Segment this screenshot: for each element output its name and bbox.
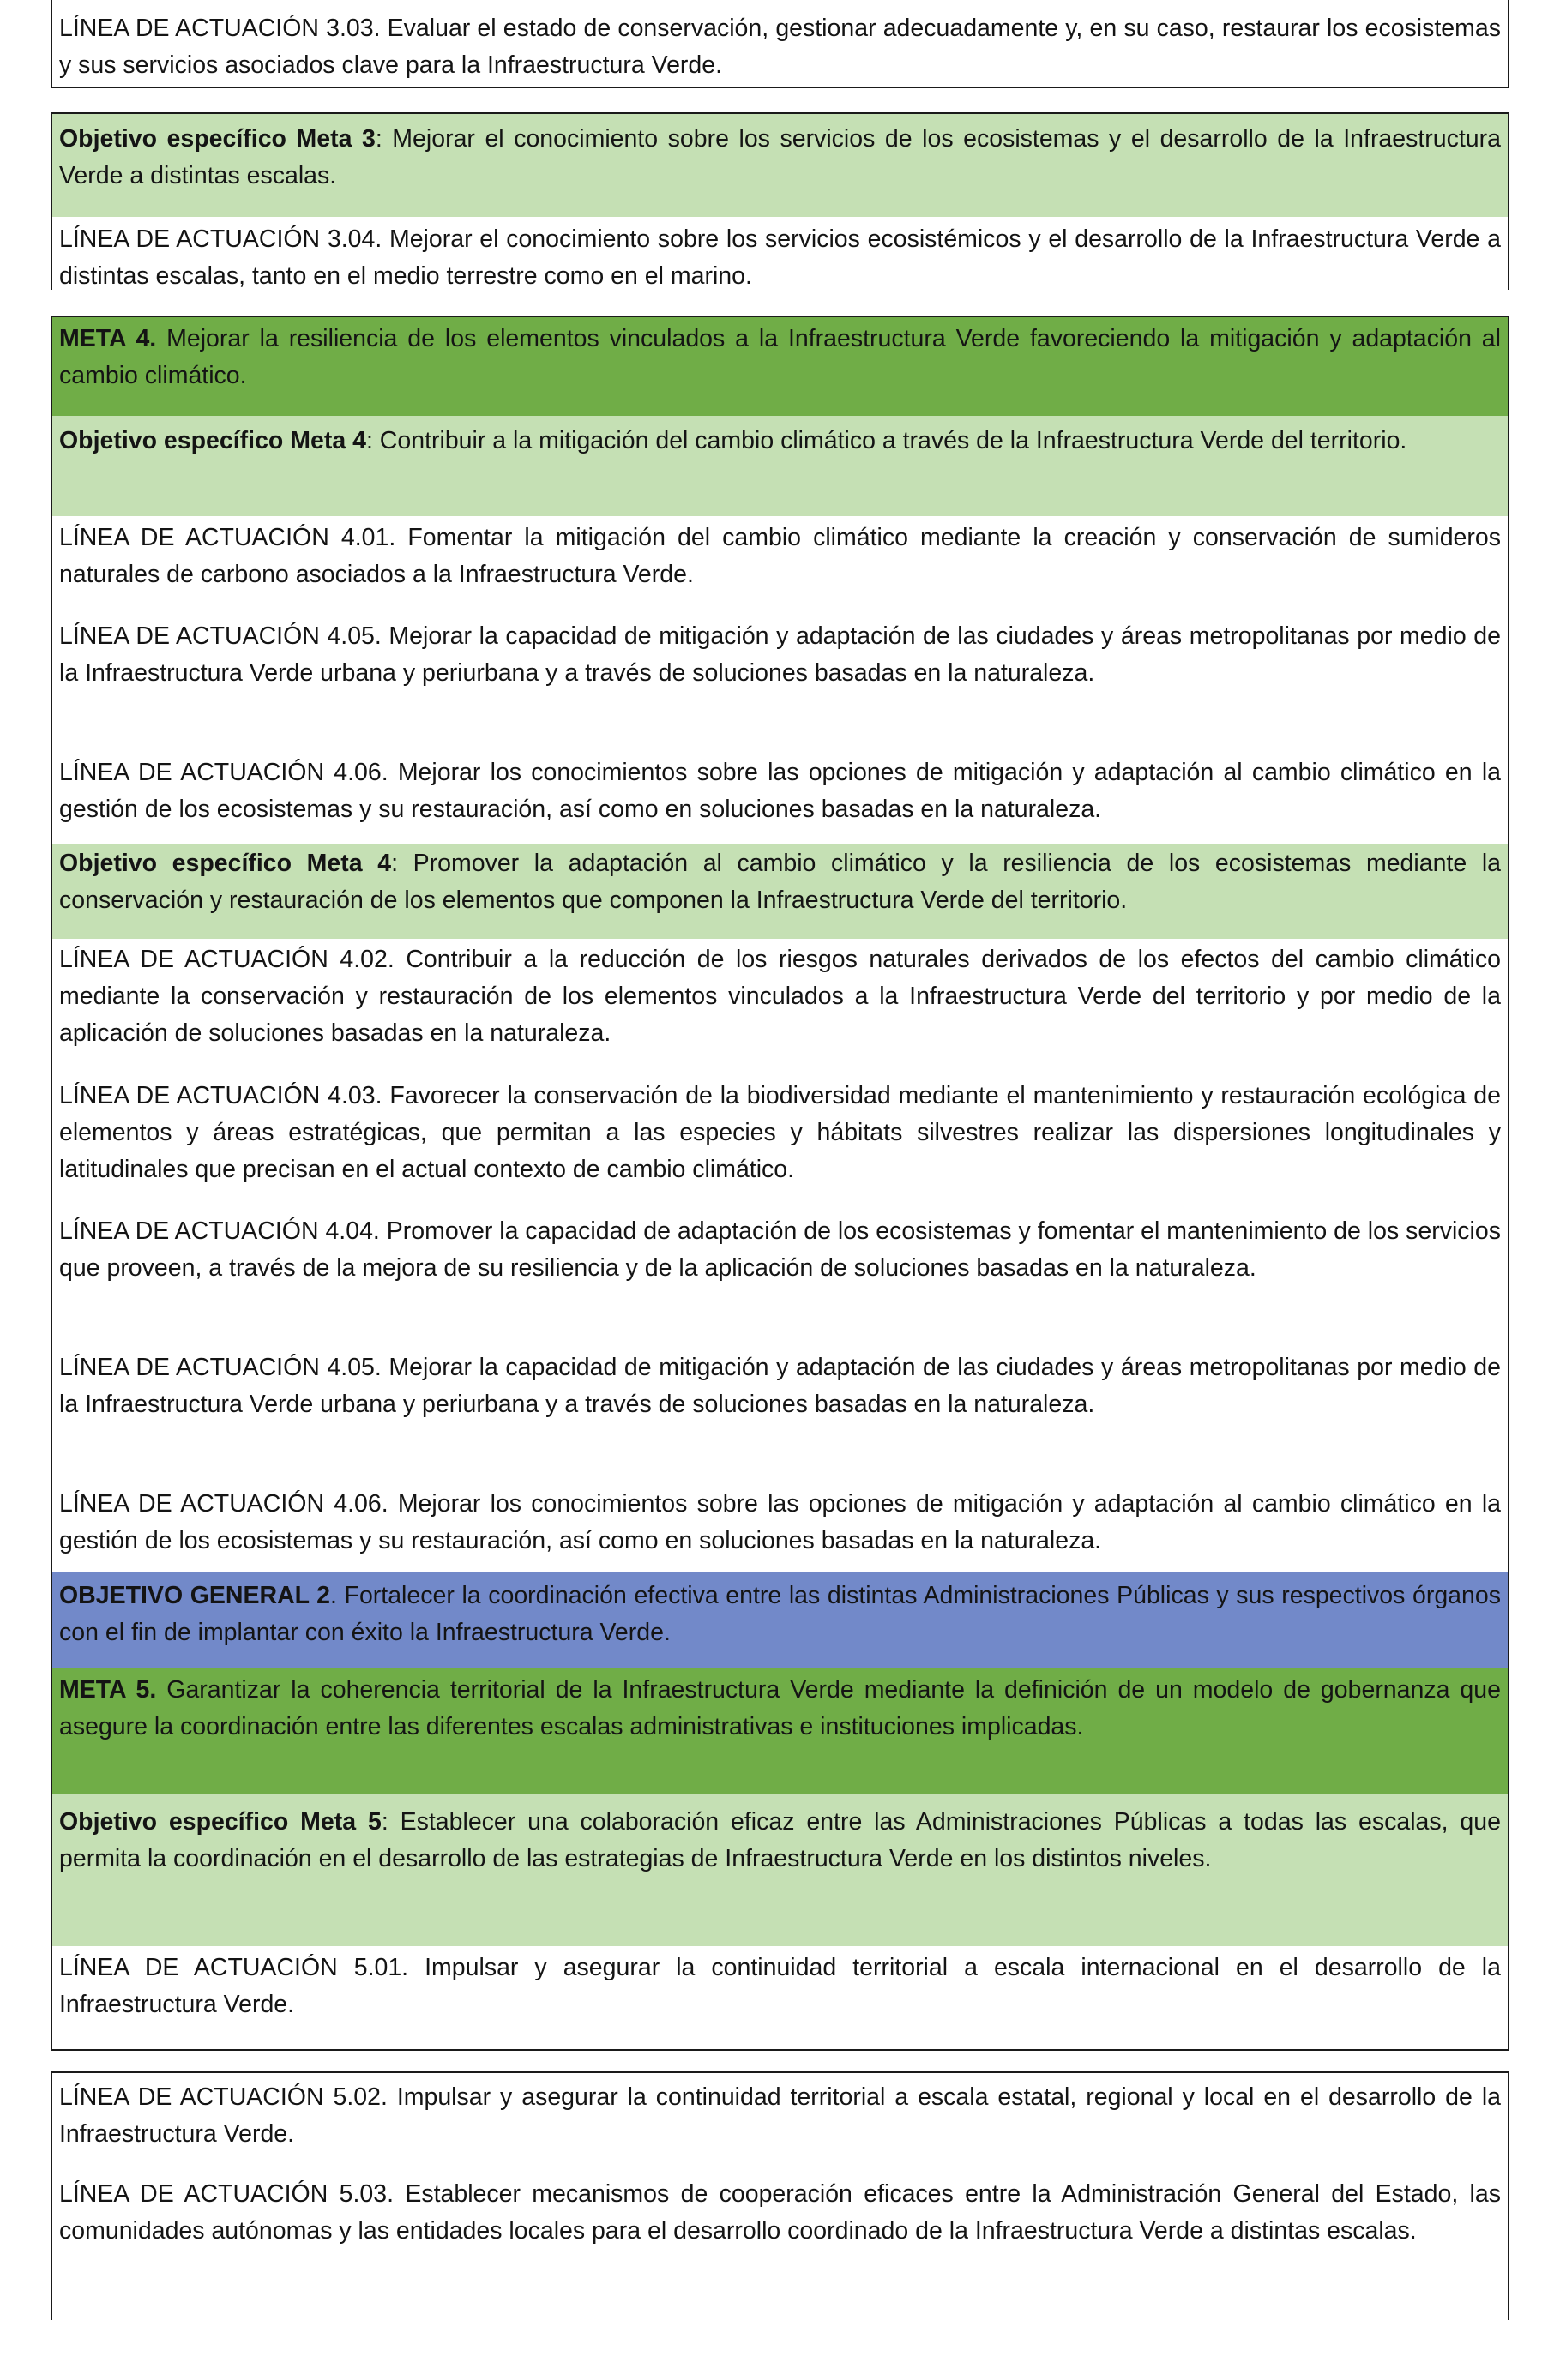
action-line-text: Evaluar el estado de conservación, gestionar adecuadamente y, en su caso, restaurar los ecosistemas y sus servicios asociados clave para la Infraestructura Verde. — [59, 15, 1501, 79]
action-line-text: Establecer mecanismos de cooperación eficaces entre la Administración General del Estado, las comunidades autónomas y las entidades locales para el desarrollo coordinado de la Infraestructura Verde a distintas escalas. — [59, 2180, 1501, 2245]
action-line-5-01 — [52, 1950, 1508, 2023]
objective-label: Objetivo específico Meta 3 — [59, 125, 376, 153]
specific-objective-meta-4-mitigation — [52, 416, 1508, 516]
goal-meta-4 — [52, 317, 1508, 416]
action-line-label: LÍNEA DE ACTUACIÓN 4.01. — [59, 524, 396, 551]
action-line-5-02 — [52, 2079, 1508, 2153]
action-line-4-06-repeat — [52, 1486, 1508, 1560]
action-line-4-06 — [52, 754, 1508, 828]
specific-objective-meta-4-adaptation — [52, 844, 1508, 939]
action-line-text: Fomentar la mitigación del cambio climático mediante la creación y conservación de sumideros naturales de carbono asociados a la Infraestructura Verde. — [59, 524, 1501, 588]
action-line-text: Mejorar los conocimientos sobre las opciones de mitigación y adaptación al cambio climático en la gestión de los ecosistemas y su restauración, así como en soluciones basadas en la naturaleza. — [59, 759, 1501, 823]
table-segment-meta-4-5 — [51, 316, 1509, 2051]
table-segment-5-02-5-03 — [51, 2071, 1509, 2320]
action-line-text: Mejorar los conocimientos sobre las opciones de mitigación y adaptación al cambio climático en la gestión de los ecosistemas y su restauración, así como en soluciones basadas en la naturaleza. — [59, 1490, 1501, 1554]
action-line-5-03 — [52, 2176, 1508, 2250]
action-line-label: LÍNEA DE ACTUACIÓN 3.04. — [59, 225, 382, 253]
action-line-label: LÍNEA DE ACTUACIÓN 4.05. — [59, 622, 382, 650]
objective-text: : Contribuir a la mitigación del cambio climático a través de la Infraestructura Verde del territorio. — [365, 427, 1407, 454]
action-line-label: LÍNEA DE ACTUACIÓN 5.01. — [59, 1954, 409, 1981]
action-line-3-03 — [52, 10, 1508, 84]
objective-label: Objetivo específico Meta 5 — [59, 1808, 382, 1836]
action-line-4-04 — [52, 1213, 1508, 1287]
action-line-text: Impulsar y asegurar la continuidad territorial a escala internacional en el desarrollo de la Infraestructura Verde. — [59, 1954, 1501, 2018]
action-line-label: LÍNEA DE ACTUACIÓN 4.04. — [59, 1217, 380, 1245]
action-line-4-03 — [52, 1078, 1508, 1188]
action-line-text: Promover la capacidad de adaptación de los ecosistemas y fomentar el mantenimiento de los servicios que proveen, a través de la mejora de su resiliencia y de la aplicación de soluciones basadas en la naturaleza. — [59, 1217, 1501, 1282]
action-line-4-01 — [52, 520, 1508, 593]
goal-label: META 5. — [59, 1676, 157, 1704]
action-line-4-02 — [52, 941, 1508, 1052]
objective-text: : Promover la adaptación al cambio climático y la resiliencia de los ecosistemas mediante la conservación y restauración de los elementos que componen la Infraestructura Verde del territorio. — [59, 850, 1502, 914]
action-line-label: LÍNEA DE ACTUACIÓN 5.03. — [59, 2180, 395, 2208]
objective-label: Objetivo específico Meta 4 — [59, 850, 392, 877]
action-line-label: LÍNEA DE ACTUACIÓN 4.06. — [59, 1490, 388, 1518]
action-line-label: LÍNEA DE ACTUACIÓN 4.06. — [59, 759, 388, 786]
table-segment-3-03 — [51, 0, 1509, 88]
general-objective-2 — [52, 1572, 1508, 1668]
objective-text: : Mejorar el conocimiento sobre los servicios de los ecosistemas y el desarrollo de la Infraestructura Verde a distintas escalas. — [59, 125, 1501, 189]
action-line-label: LÍNEA DE ACTUACIÓN 5.02. — [59, 2083, 388, 2111]
objective-label: Objetivo específico Meta 4 — [59, 427, 366, 454]
goal-text: Garantizar la coherencia territorial de la Infraestructura Verde mediante la definición de un modelo de gobernanza que asegure la coordinación entre las diferentes escalas administrativas e instituciones implicadas. — [59, 1676, 1501, 1740]
action-line-label: LÍNEA DE ACTUACIÓN 4.05. — [59, 1354, 382, 1381]
specific-objective-meta-3 — [52, 114, 1508, 217]
action-line-4-05-repeat — [52, 1349, 1508, 1423]
table-segment-meta-3 — [51, 112, 1509, 290]
general-objective-text: . Fortalecer la coordinación efectiva entre las distintas Administraciones Públicas y sus respectivos órganos con el fin de implantar con éxito la Infraestructura Verde. — [59, 1582, 1501, 1646]
action-line-3-04 — [52, 221, 1508, 295]
action-line-label: LÍNEA DE ACTUACIÓN 4.03. — [59, 1082, 382, 1109]
general-objective-label: OBJETIVO GENERAL 2 — [59, 1582, 331, 1609]
action-line-text: Mejorar la capacidad de mitigación y adaptación de las ciudades y áreas metropolitanas por medio de la Infraestructura Verde urbana y periurbana y a través de soluciones basadas en la naturaleza. — [59, 622, 1501, 687]
goal-meta-5 — [52, 1668, 1508, 1794]
goal-label: META 4. — [59, 325, 157, 352]
action-line-label: LÍNEA DE ACTUACIÓN 4.02. — [59, 946, 395, 973]
action-line-text: Mejorar el conocimiento sobre los servicios ecosistémicos y el desarrollo de la Infraestructura Verde a distintas escalas, tanto en el medio terrestre como en el marino. — [59, 225, 1501, 290]
goal-text: Mejorar la resiliencia de los elementos vinculados a la Infraestructura Verde favoreciendo la mitigación y adaptación al cambio climático. — [59, 325, 1501, 389]
action-line-text: Mejorar la capacidad de mitigación y adaptación de las ciudades y áreas metropolitanas por medio de la Infraestructura Verde urbana y periurbana y a través de soluciones basadas en la naturaleza. — [59, 1354, 1501, 1418]
objective-text: : Establecer una colaboración eficaz entre las Administraciones Públicas a todas las escalas, que permita la coordinación en el desarrollo de las estrategias de Infraestructura Verde en los distintos niveles. — [59, 1808, 1501, 1872]
action-line-text: Contribuir a la reducción de los riesgos naturales derivados de los efectos del cambio climático mediante la conservación y restauración de los elementos vinculados a la Infraestructura Verde del territorio y por medio de la aplicación de soluciones basadas en la naturaleza. — [59, 946, 1501, 1047]
specific-objective-meta-5 — [52, 1794, 1508, 1946]
action-line-text: Favorecer la conservación de la biodiversidad mediante el mantenimiento y restauración ecológica de elementos y áreas estratégicas, que permitan a las especies y hábitats silvestres realizar las dispersiones longitudinales y latitudinales que precisan en el actual contexto de cambio climático. — [59, 1082, 1501, 1183]
action-line-4-05 — [52, 618, 1508, 692]
action-line-label: LÍNEA DE ACTUACIÓN 3.03. — [59, 15, 381, 42]
action-line-text: Impulsar y asegurar la continuidad territorial a escala estatal, regional y local en el desarrollo de la Infraestructura Verde. — [59, 2083, 1501, 2148]
